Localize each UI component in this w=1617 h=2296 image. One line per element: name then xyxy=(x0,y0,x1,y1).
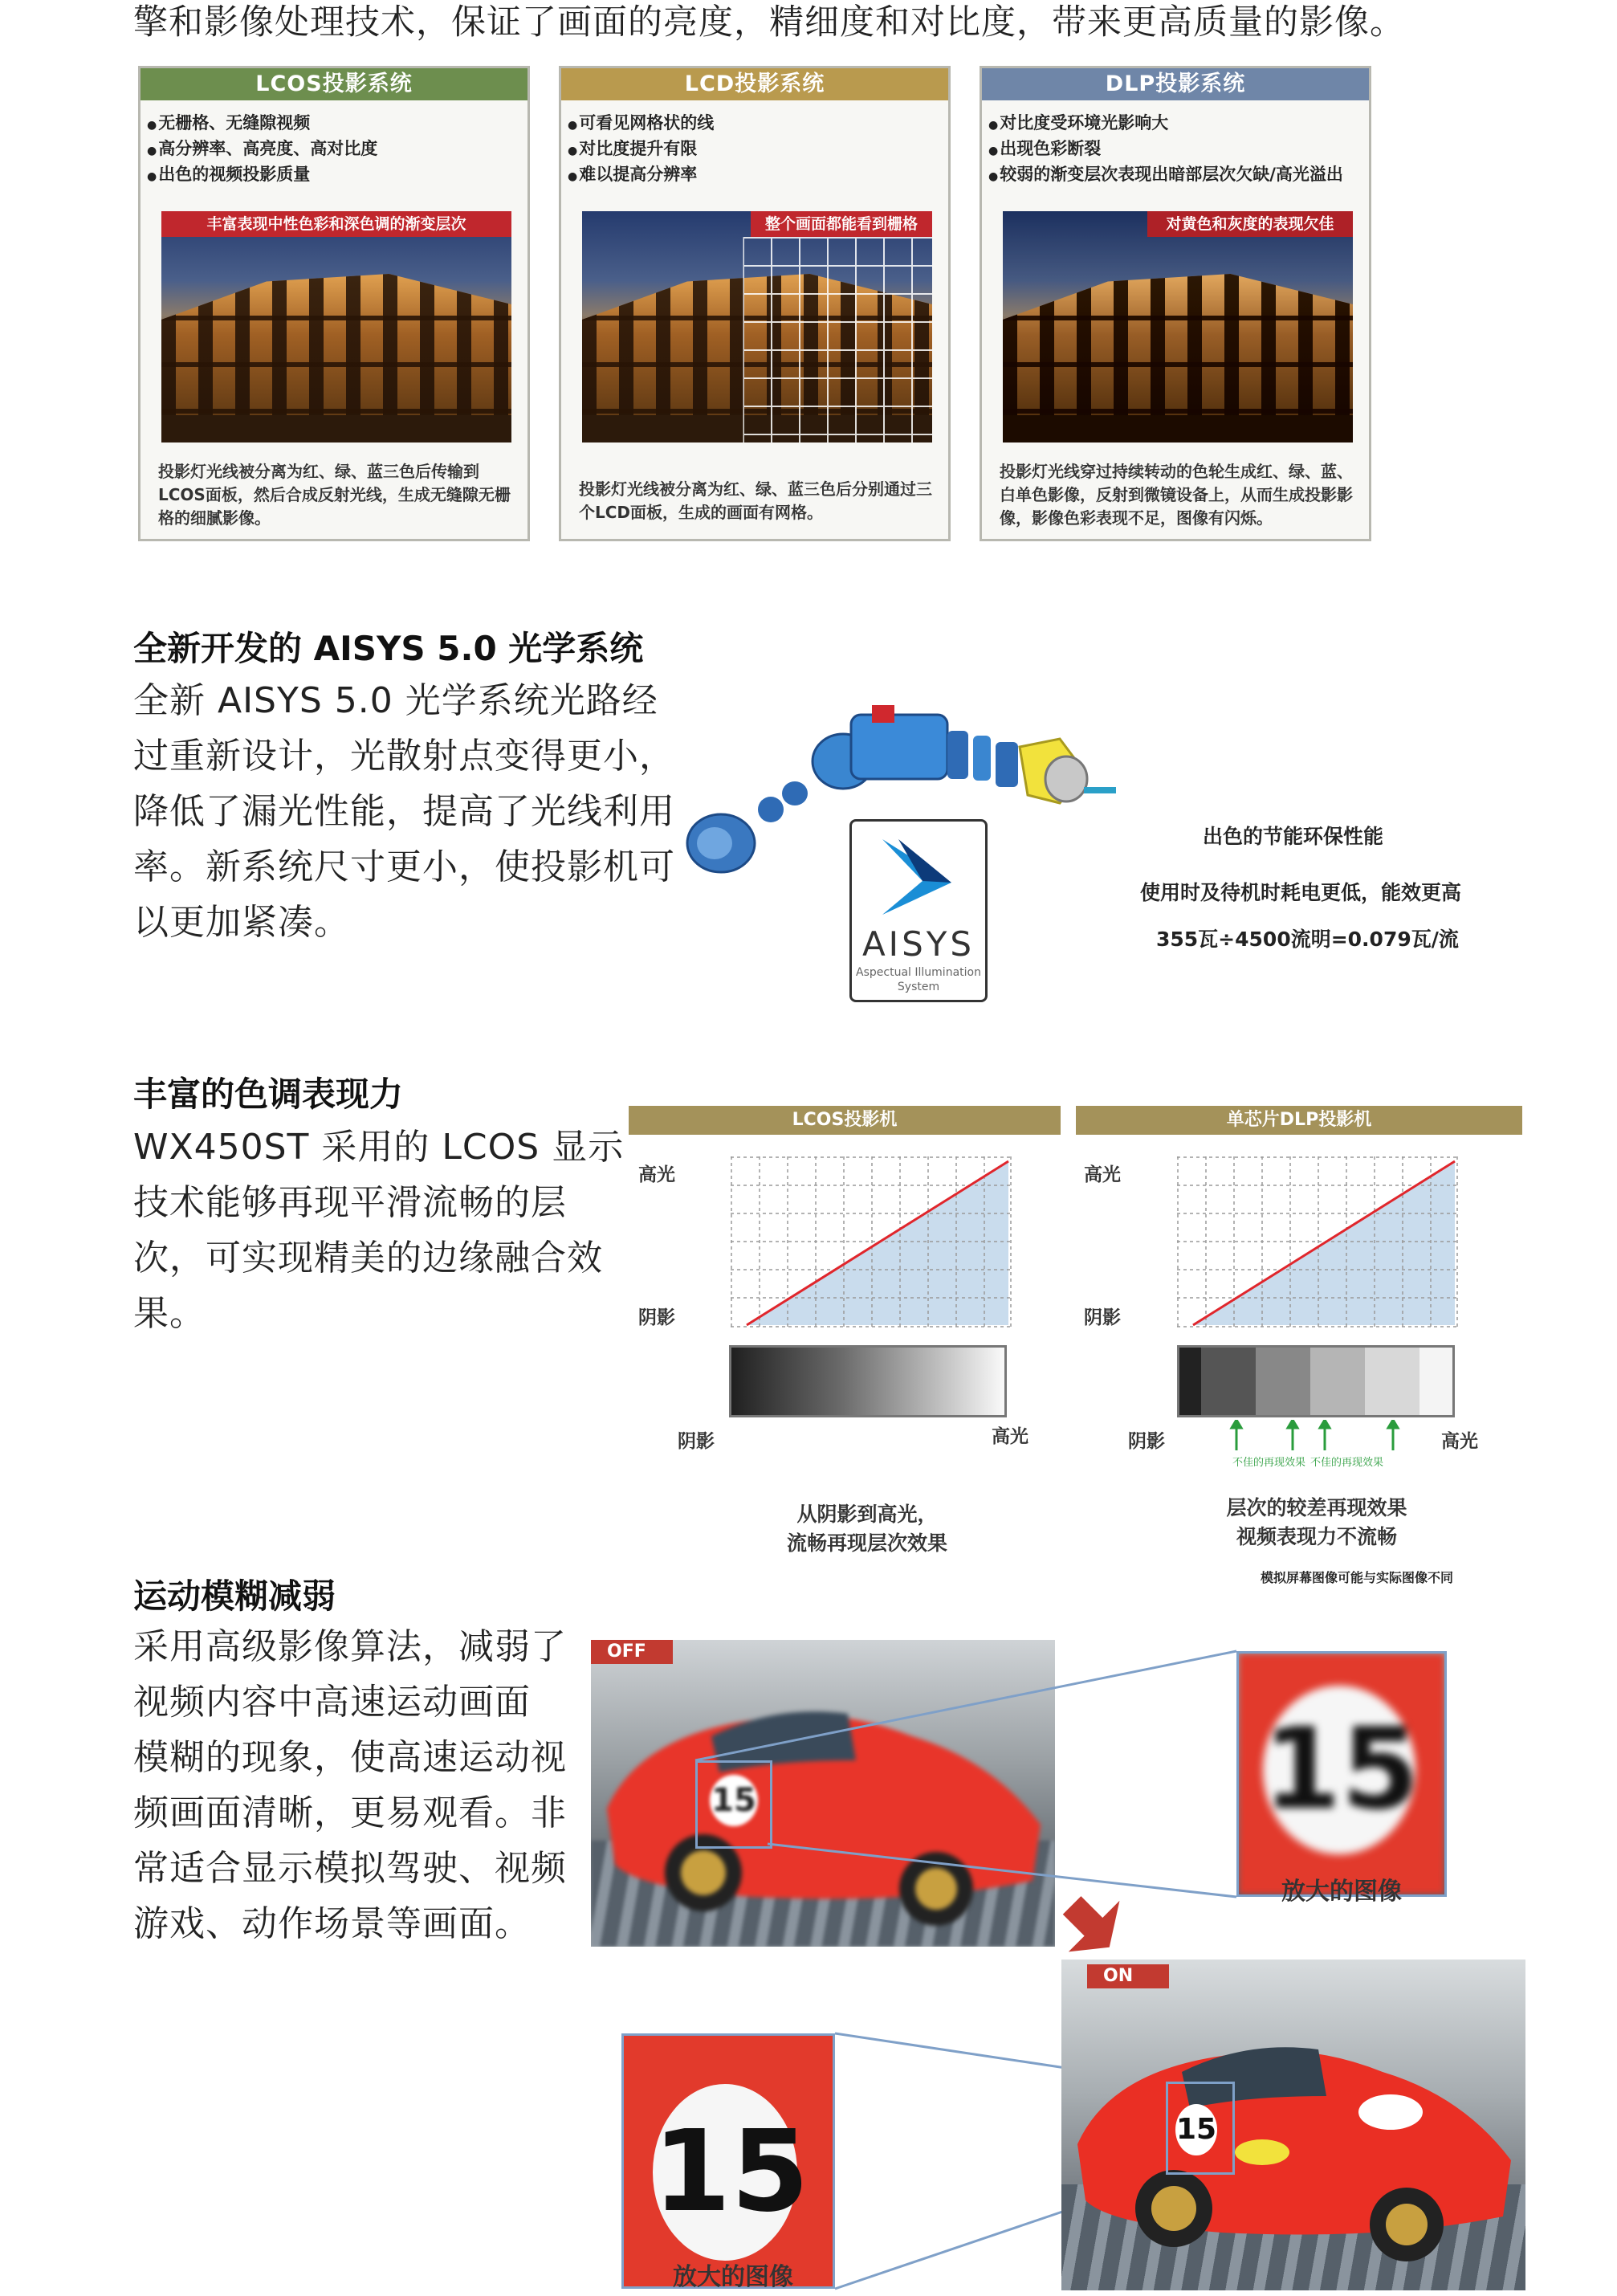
note-line: 流畅再现层次效果 xyxy=(786,1531,947,1555)
motion-heading: 运动模糊减弱 xyxy=(133,1576,336,1616)
body-line: 以更加紧凑。 xyxy=(133,902,350,943)
note-line: 从阴影到高光， xyxy=(796,1503,938,1526)
disclaimer: 模拟屏幕图像可能与实际图像不同 xyxy=(1261,1570,1454,1585)
dlp-chart-title: 单芯片DLP投影机 xyxy=(1076,1106,1522,1135)
bullet: ● 对比度提升有限 xyxy=(568,137,940,163)
panel-title: LCD投影系统 xyxy=(561,68,948,100)
body-line: 过重新设计，光散射点变得更小， xyxy=(133,736,675,777)
body-line: 采用高级影像算法，减弱了 xyxy=(133,1626,567,1667)
highlight-label: 高光 xyxy=(638,1164,675,1185)
shadow-label: 阴影 xyxy=(638,1307,675,1328)
car-number-roundel: 15 xyxy=(710,1775,758,1826)
photo-caption: 整个画面都能看到栅格 xyxy=(751,211,932,237)
bullet: ● 难以提高分辨率 xyxy=(568,163,940,189)
zoom-image-off xyxy=(1236,1651,1447,1897)
bullet: ● 较弱的渐变层次表现出暗部层次欠缺/高光溢出 xyxy=(988,163,1361,189)
shadow-label: 阴影 xyxy=(678,1431,715,1452)
zoom-caption: 放大的图像 xyxy=(1281,1878,1402,1906)
panel-title: DLP投影系统 xyxy=(982,68,1369,100)
body-line: 视频内容中高速运动画面 xyxy=(133,1682,531,1723)
body-line: 常适合显示模拟驾驶、视频 xyxy=(133,1848,567,1889)
intro-line: 擎和影像处理技术，保证了画面的亮度，精细度和对比度，带来更高质量的影像。 xyxy=(133,2,1405,43)
aisys-heading: 全新开发的 AISYS 5.0 光学系统 xyxy=(133,629,644,668)
aisys-logo-subtitle: Aspectual Illumination xyxy=(856,966,981,979)
on-label: ON xyxy=(1087,1964,1169,1988)
photo-caption: 丰富表现中性色彩和深色调的渐变层次 xyxy=(161,211,511,237)
zoom-number-sharp: 15 xyxy=(653,2084,797,2261)
eco-title: 出色的节能环保性能 xyxy=(1203,825,1384,848)
body-line: 降低了漏光性能，提高了光线利用 xyxy=(133,791,675,832)
lcos-chart-title: LCOS投影机 xyxy=(629,1106,1061,1135)
shadow-label: 阴影 xyxy=(1084,1307,1121,1328)
body-line: 率。新系统尺寸更小，使投影机可 xyxy=(133,846,675,887)
body-line: 频画面清晰，更易观看。非 xyxy=(133,1792,567,1833)
car-number-roundel: 15 xyxy=(1175,2104,1217,2155)
highlight-label: 高光 xyxy=(992,1426,1028,1447)
off-label: OFF xyxy=(591,1640,673,1664)
zoom-caption: 放大的图像 xyxy=(673,2263,793,2291)
photo-caption: 对黄色和灰度的表现欠佳 xyxy=(1147,211,1353,237)
panel-footer: 投影灯光线被分离为红、绿、蓝三色后分别通过三个LCD面板，生成的画面有网格。 xyxy=(579,479,932,522)
panel-footer: 投影灯光线被分离为红、绿、蓝三色后传输到LCOS面板，然后合成反射光线，生成无缝隙无栅格的细腻影像。 xyxy=(158,462,511,528)
zoom-image-on xyxy=(621,2033,835,2289)
aisys-logo-word: AISYS xyxy=(861,924,975,964)
race-car-sharp xyxy=(1061,1960,1525,2290)
bullet: ● 出色的视频投影质量 xyxy=(147,163,519,189)
bullet: ● 高分辨率、高亮度、高对比度 xyxy=(147,137,519,163)
tone-heading: 丰富的色调表现力 xyxy=(133,1075,404,1114)
zoom-box xyxy=(1166,2082,1235,2175)
panel-footer: 投影灯光线穿过持续转动的色轮生成红、绿、蓝、白单色影像，反射到微镜设备上，从而生成投影影像，影像色彩表现不足，图像有闪烁。 xyxy=(1000,462,1353,528)
eco-description: 使用时及待机时耗电更低，能效更高 xyxy=(1140,881,1462,904)
body-line: WX450ST 采用的 LCOS 显示 xyxy=(133,1127,625,1168)
bullet: ● 出现色彩断裂 xyxy=(988,137,1361,163)
body-line: 模糊的现象，使高速运动视 xyxy=(133,1737,567,1778)
bullet: ● 无栅格、无缝隙视频 xyxy=(147,112,519,137)
body-line: 果。 xyxy=(133,1293,206,1334)
panel-title: LCOS投影系统 xyxy=(141,68,527,100)
bullet: ● 可看见网格状的线 xyxy=(568,112,940,137)
body-line: 技术能够再现平滑流畅的层 xyxy=(133,1182,567,1223)
highlight-label: 高光 xyxy=(1441,1431,1478,1452)
poor-label: 不佳的再现效果 xyxy=(1232,1457,1306,1469)
aisys-logo-subtitle: System xyxy=(897,981,940,993)
body-line: 次，可实现精美的边缘融合效 xyxy=(133,1238,603,1279)
shadow-label: 阴影 xyxy=(1128,1431,1165,1452)
car-photo-on xyxy=(1061,1960,1525,2290)
bullet: ● 对比度受环境光影响大 xyxy=(988,112,1361,137)
eco-calculation: 355瓦÷4500流明=0.079瓦/流 xyxy=(1156,928,1459,951)
body-line: 游戏、动作场景等画面。 xyxy=(133,1903,531,1944)
note-line: 层次的较差再现效果 xyxy=(1226,1496,1407,1519)
body-line: 全新 AISYS 5.0 光学系统光路经 xyxy=(133,680,658,721)
poor-label: 不佳的再现效果 xyxy=(1310,1457,1384,1469)
down-arrow-icon xyxy=(1047,1879,1138,1970)
zoom-number-blurred: 15 xyxy=(1263,1686,1415,1854)
highlight-label: 高光 xyxy=(1084,1164,1121,1185)
note-line: 视频表现力不流畅 xyxy=(1236,1525,1397,1548)
